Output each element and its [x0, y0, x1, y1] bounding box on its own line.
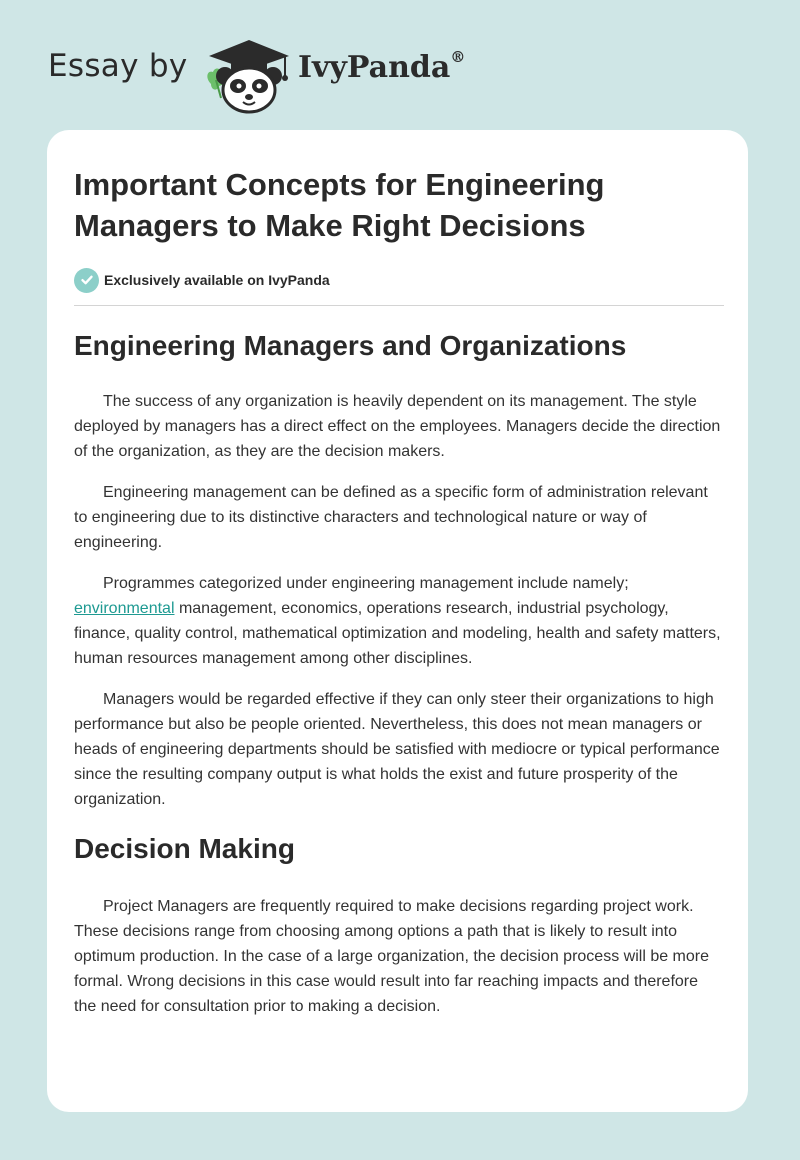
paragraph-text: management, economics, operations research, industrial psychology, finance, quality control, mathematical optimization and modeling, health and safety matters, human resources management among other disciplines. [74, 600, 721, 667]
section-heading-decision-making: Decision Making [74, 833, 295, 864]
section-heading-engineering-managers: Engineering Managers and Organizations [74, 330, 627, 361]
essay-card [47, 130, 748, 1112]
paragraph: Engineering management can be defined as a specific form of administration relevant to engineering due to its distinctive characters and technological nature or way of engineering. [74, 484, 708, 551]
check-icon [74, 268, 99, 293]
divider [74, 305, 724, 306]
paragraph: Project Managers are frequently required to make decisions regarding project work. These decisions range from choosing among options a path that is likely to result into optimum production. In the case of a large organization, the decision process will be more formal. Wrong decisions in this case would result into far reaching impacts and therefore the need for consultation prior to making a decision. [74, 898, 710, 1015]
exclusive-label: Exclusively available on IvyPanda [104, 272, 330, 288]
paragraph: The success of any organization is heavily dependent on its management. The style deployed by managers has a direct effect on the employees. Managers decide the direction of the organization, as they are the decision makers. [74, 393, 721, 460]
essay-content [74, 164, 724, 1019]
paragraph: Managers would be regarded effective if they can only steer their organizations to high performance but also be people oriented. Nevertheless, this does not mean managers or heads of engineering departments should be satisfied with mediocre or typical performance since the resulting company output is what holds the exist and future prosperity of the organization. [74, 691, 720, 808]
site-header [48, 30, 648, 114]
essay-title: Important Concepts for Engineering Managers to Make Right Decisions [74, 167, 605, 243]
brand-name[interactable]: IvyPanda® [298, 48, 466, 85]
paragraph [74, 571, 724, 671]
exclusive-badge [74, 267, 724, 293]
essay-by-label: Essay by [48, 48, 188, 84]
ivypanda-logo-icon[interactable] [201, 36, 297, 114]
environmental-link[interactable]: environmental [74, 600, 175, 617]
paragraph-text: Programmes categorized under engineering management include namely; [103, 575, 629, 592]
